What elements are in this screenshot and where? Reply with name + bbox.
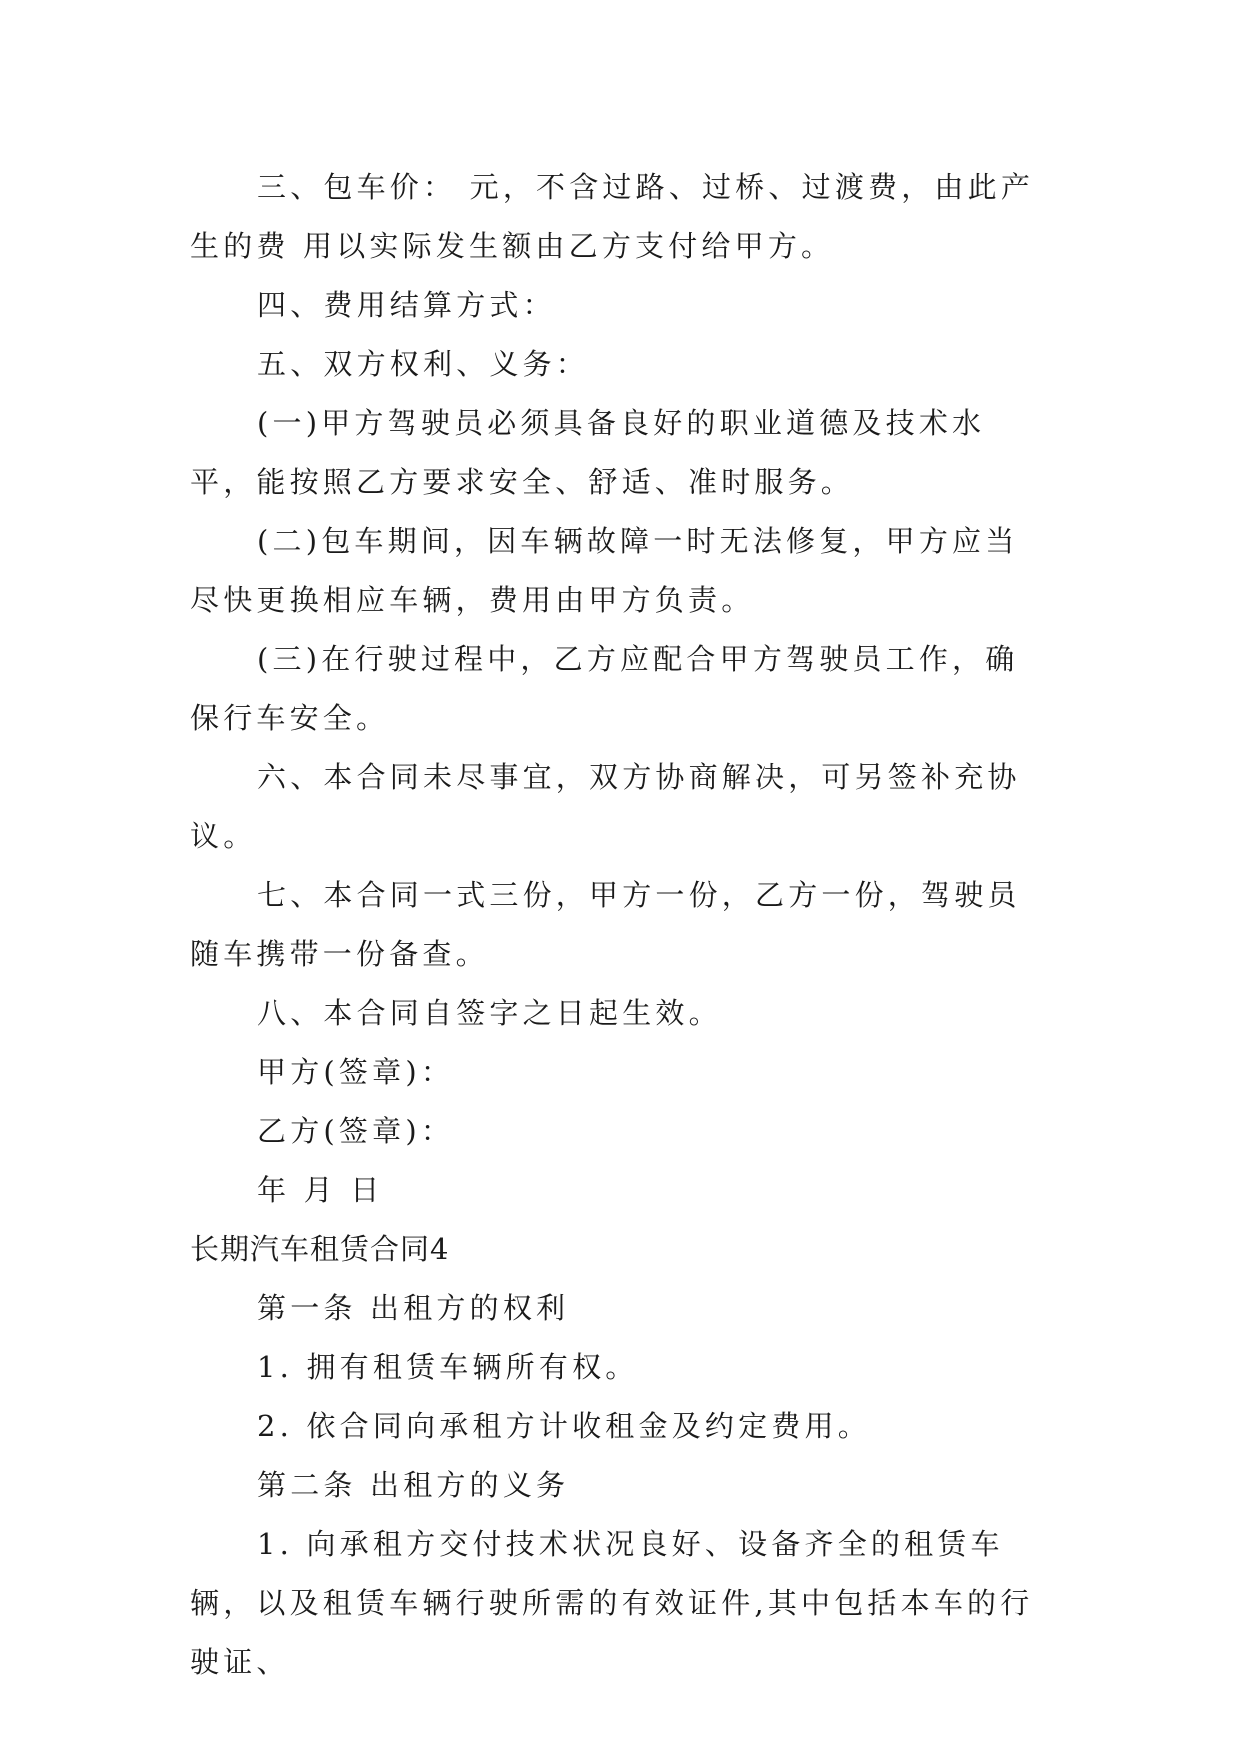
section-title: 长期汽车租赁合同4 <box>190 1232 450 1266</box>
clause-item-3: (三)在行驶过程中，乙方应配合甲方驾驶员工作，确保行车安全。 <box>190 642 1019 735</box>
document-body <box>190 158 1050 1692</box>
signature-party-b: 乙方(签章)： <box>257 1114 455 1148</box>
clause-rights-duties: 五、双方权利、义务： <box>257 347 590 381</box>
clause-item-2: (二)包车期间，因车辆故障一时无法修复，甲方应当尽快更换相应车辆，费用由甲方负责。 <box>190 524 1019 617</box>
article-1-title: 第一条 出租方的权利 <box>257 1291 570 1325</box>
article-1-item-2: 2. 依合同向承租方计收租金及约定费用。 <box>257 1409 871 1443</box>
clause-copies: 七、本合同一式三份，甲方一份，乙方一份，驾驶员随车携带一份备查。 <box>190 878 1021 971</box>
clause-price: 三、包车价： 元，不含过路、过桥、过渡费，由此产生的费 用以实际发生额由乙方支付给甲方。 <box>190 170 1035 263</box>
clause-settlement: 四、费用结算方式： <box>257 288 556 322</box>
article-2-item-1: 1. 向承租方交付技术状况良好、设备齐全的租赁车辆，以及租赁车辆行驶所需的有效证件,其中包括本车的行驶证、 <box>190 1527 1034 1679</box>
article-2-title: 第二条 出租方的义务 <box>257 1468 570 1502</box>
signature-party-a: 甲方(签章)： <box>257 1055 455 1089</box>
signature-date: 年 月 日 <box>257 1173 384 1207</box>
clause-effective: 八、本合同自签字之日起生效。 <box>257 996 722 1030</box>
article-1-item-1: 1. 拥有租赁车辆所有权。 <box>257 1350 639 1384</box>
clause-unresolved: 六、本合同未尽事宜，双方协商解决，可另签补充协议。 <box>190 760 1021 853</box>
clause-item-1: (一)甲方驾驶员必须具备良好的职业道德及技术水平，能按照乙方要求安全、舒适、准时服务。 <box>190 406 986 499</box>
